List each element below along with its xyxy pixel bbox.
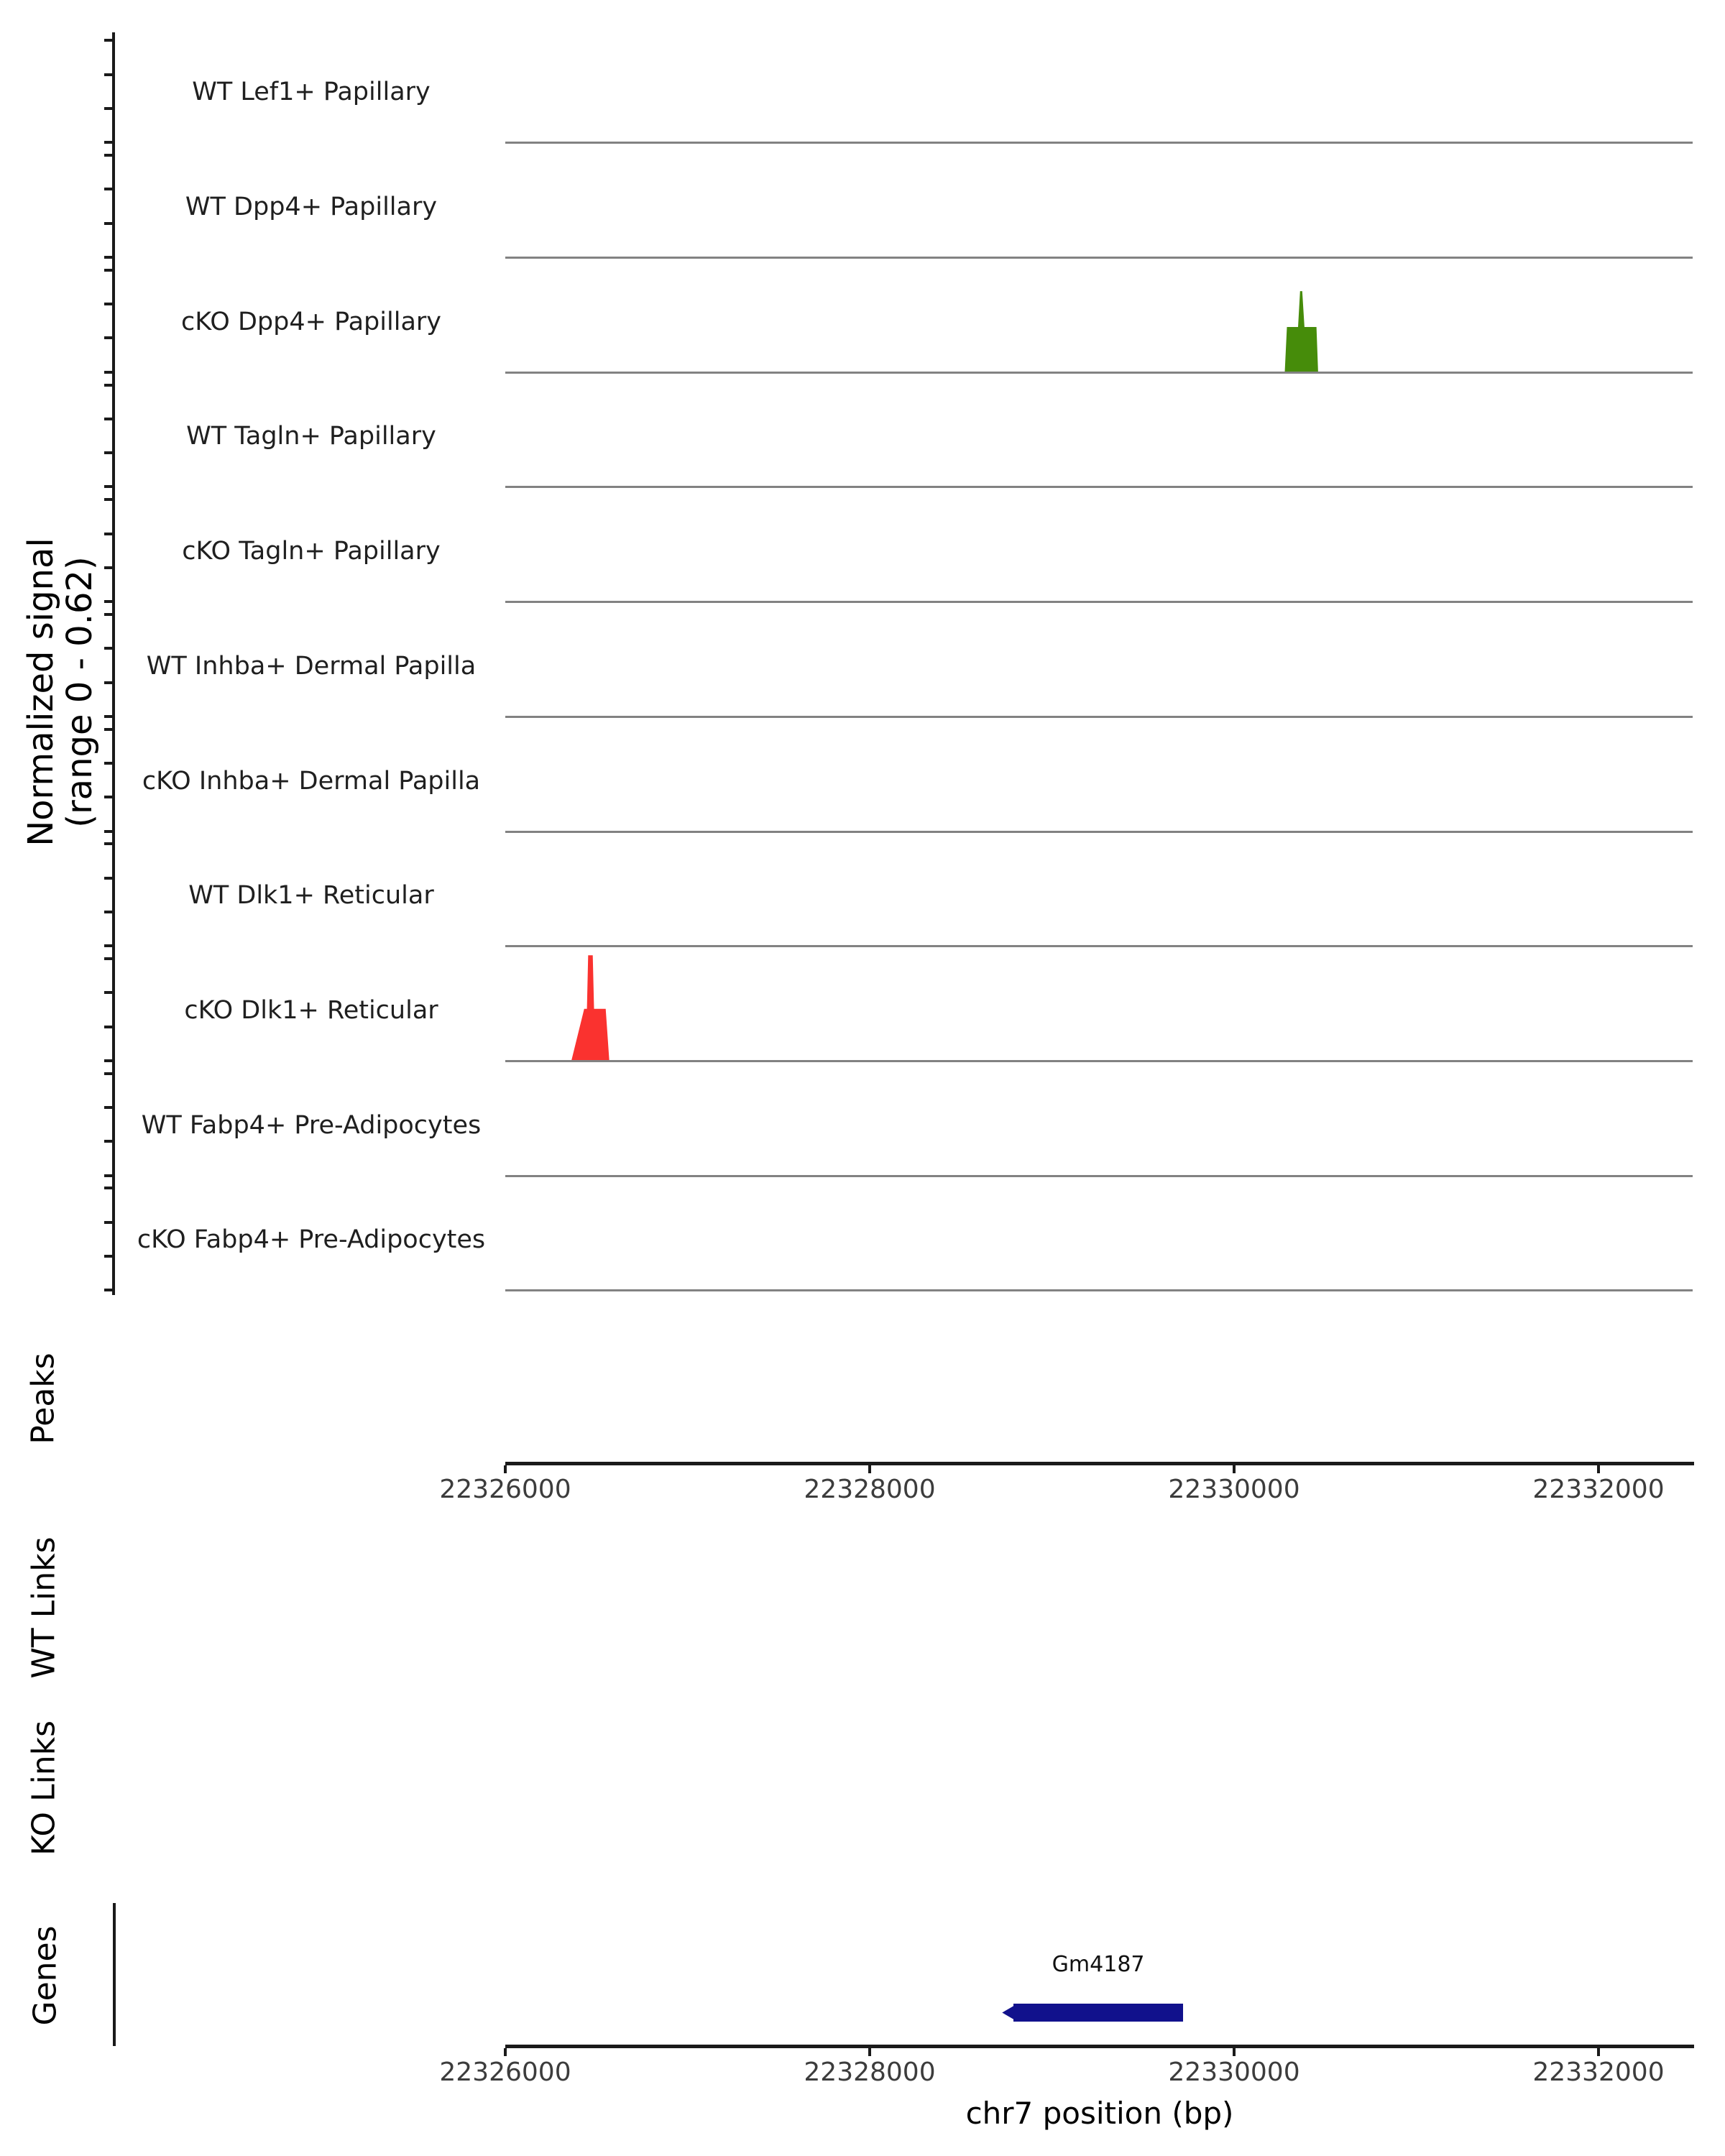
- y-axis-tick: [104, 566, 112, 569]
- position-axis-tick: [504, 2048, 507, 2056]
- track-label: WT Tagln+ Papillary: [186, 422, 436, 451]
- track-baseline: [505, 831, 1693, 833]
- section-label-ko-links: KO Links: [25, 1720, 63, 1856]
- y-axis-tick: [104, 141, 112, 144]
- y-axis-tick: [104, 796, 112, 798]
- track-label: WT Lef1+ Papillary: [192, 78, 431, 107]
- y-axis-tick: [104, 1255, 112, 1258]
- position-axis-tick: [504, 1465, 507, 1473]
- y-axis-tick: [104, 762, 112, 765]
- y-axis-tick: [104, 222, 112, 225]
- signal-peak: [571, 955, 610, 1061]
- position-axis-tick: [868, 2048, 871, 2056]
- track-label: cKO Dpp4+ Papillary: [181, 307, 441, 336]
- y-axis-tick: [104, 647, 112, 650]
- position-axis-tick: [1233, 1465, 1236, 1473]
- section-label-peaks: Peaks: [24, 1353, 62, 1445]
- y-axis-tick: [104, 600, 112, 603]
- y-axis-tick: [104, 39, 112, 42]
- y-axis-tick: [104, 498, 112, 501]
- position-axis-tick: [1597, 1465, 1600, 1473]
- y-axis-tick: [104, 533, 112, 535]
- track-label: WT Dpp4+ Papillary: [185, 193, 438, 221]
- y-axis-tick: [104, 911, 112, 913]
- track-baseline: [505, 486, 1693, 488]
- y-axis-tick: [104, 728, 112, 731]
- y-axis-tick: [104, 1187, 112, 1189]
- y-axis-tick: [104, 681, 112, 684]
- position-axis-line: [505, 1462, 1694, 1465]
- y-axis-tick: [104, 1026, 112, 1028]
- track-label: cKO Dlk1+ Reticular: [184, 995, 438, 1025]
- y-axis-tick: [104, 1059, 112, 1062]
- y-axis-tick: [104, 1140, 112, 1143]
- y-axis-tick: [104, 1106, 112, 1109]
- y-axis-tick: [104, 1221, 112, 1224]
- track-baseline: [505, 601, 1693, 603]
- position-tick-label: 22332000: [1532, 1475, 1665, 1504]
- y-axis-tick: [104, 269, 112, 272]
- y-axis-tick: [104, 303, 112, 305]
- track-baseline: [505, 1175, 1693, 1177]
- y-axis-tick: [104, 485, 112, 488]
- y-axis-tick: [104, 107, 112, 110]
- position-tick-label: 22330000: [1168, 1475, 1300, 1504]
- track-baseline: [505, 142, 1693, 144]
- y-axis-label-line2: (range 0 - 0.62): [60, 556, 100, 828]
- track-label: WT Inhba+ Dermal Papilla: [146, 651, 477, 681]
- track-label: WT Dlk1+ Reticular: [188, 881, 434, 911]
- y-axis-tick: [104, 73, 112, 76]
- y-axis-tick: [104, 842, 112, 845]
- gene-body: [1013, 2004, 1183, 2022]
- track-baseline: [505, 945, 1693, 947]
- position-tick-label: 22328000: [804, 2058, 936, 2087]
- y-axis-tick: [104, 830, 112, 833]
- position-tick-label: 22326000: [439, 2058, 571, 2087]
- y-axis-tick: [104, 1072, 112, 1075]
- x-axis-title: chr7 position (bp): [965, 2096, 1234, 2131]
- track-label: WT Fabp4+ Pre-Adipocytes: [141, 1110, 482, 1140]
- gene-name-label: Gm4187: [1052, 1952, 1145, 1977]
- track-label: cKO Inhba+ Dermal Papilla: [142, 766, 481, 796]
- y-axis-tick: [104, 256, 112, 259]
- position-axis-tick: [1233, 2048, 1236, 2056]
- position-axis-tick: [1597, 2048, 1600, 2056]
- y-axis-tick: [104, 1174, 112, 1177]
- track-baseline: [505, 372, 1693, 374]
- y-axis-tick: [104, 384, 112, 387]
- track-baseline: [505, 257, 1693, 259]
- y-axis-tick: [104, 877, 112, 880]
- position-tick-label: 22328000: [804, 1475, 936, 1504]
- section-label-genes: Genes: [27, 1925, 64, 2026]
- y-axis-label: [22, 538, 99, 846]
- position-tick-label: 22330000: [1168, 2058, 1300, 2087]
- y-axis-tick: [104, 715, 112, 718]
- section-label-wt-links: WT Links: [25, 1537, 63, 1679]
- y-axis-tick: [104, 991, 112, 994]
- track-baseline: [505, 1060, 1693, 1062]
- y-axis-tick: [104, 154, 112, 157]
- track-label: cKO Fabp4+ Pre-Adipocytes: [137, 1225, 486, 1255]
- y-axis-spine: [112, 32, 115, 1295]
- y-axis-tick: [104, 451, 112, 454]
- y-axis-tick: [104, 371, 112, 374]
- y-axis-tick: [104, 613, 112, 616]
- y-axis-tick: [104, 188, 112, 190]
- position-tick-label: 22332000: [1532, 2058, 1665, 2087]
- position-tick-label: 22326000: [439, 1475, 571, 1504]
- track-baseline: [505, 1289, 1693, 1291]
- genes-axis-spine: [113, 1903, 116, 2046]
- y-axis-tick: [104, 418, 112, 420]
- y-axis-tick: [104, 336, 112, 339]
- y-axis-tick: [104, 1289, 112, 1291]
- y-axis-tick: [104, 957, 112, 960]
- track-label: cKO Tagln+ Papillary: [182, 537, 441, 566]
- signal-peak: [1285, 291, 1318, 372]
- y-axis-label-line1: Normalized signal: [21, 538, 61, 847]
- position-axis-tick: [868, 1465, 871, 1473]
- y-axis-tick: [104, 944, 112, 947]
- position-axis-line: [505, 2045, 1694, 2048]
- track-baseline: [505, 716, 1693, 718]
